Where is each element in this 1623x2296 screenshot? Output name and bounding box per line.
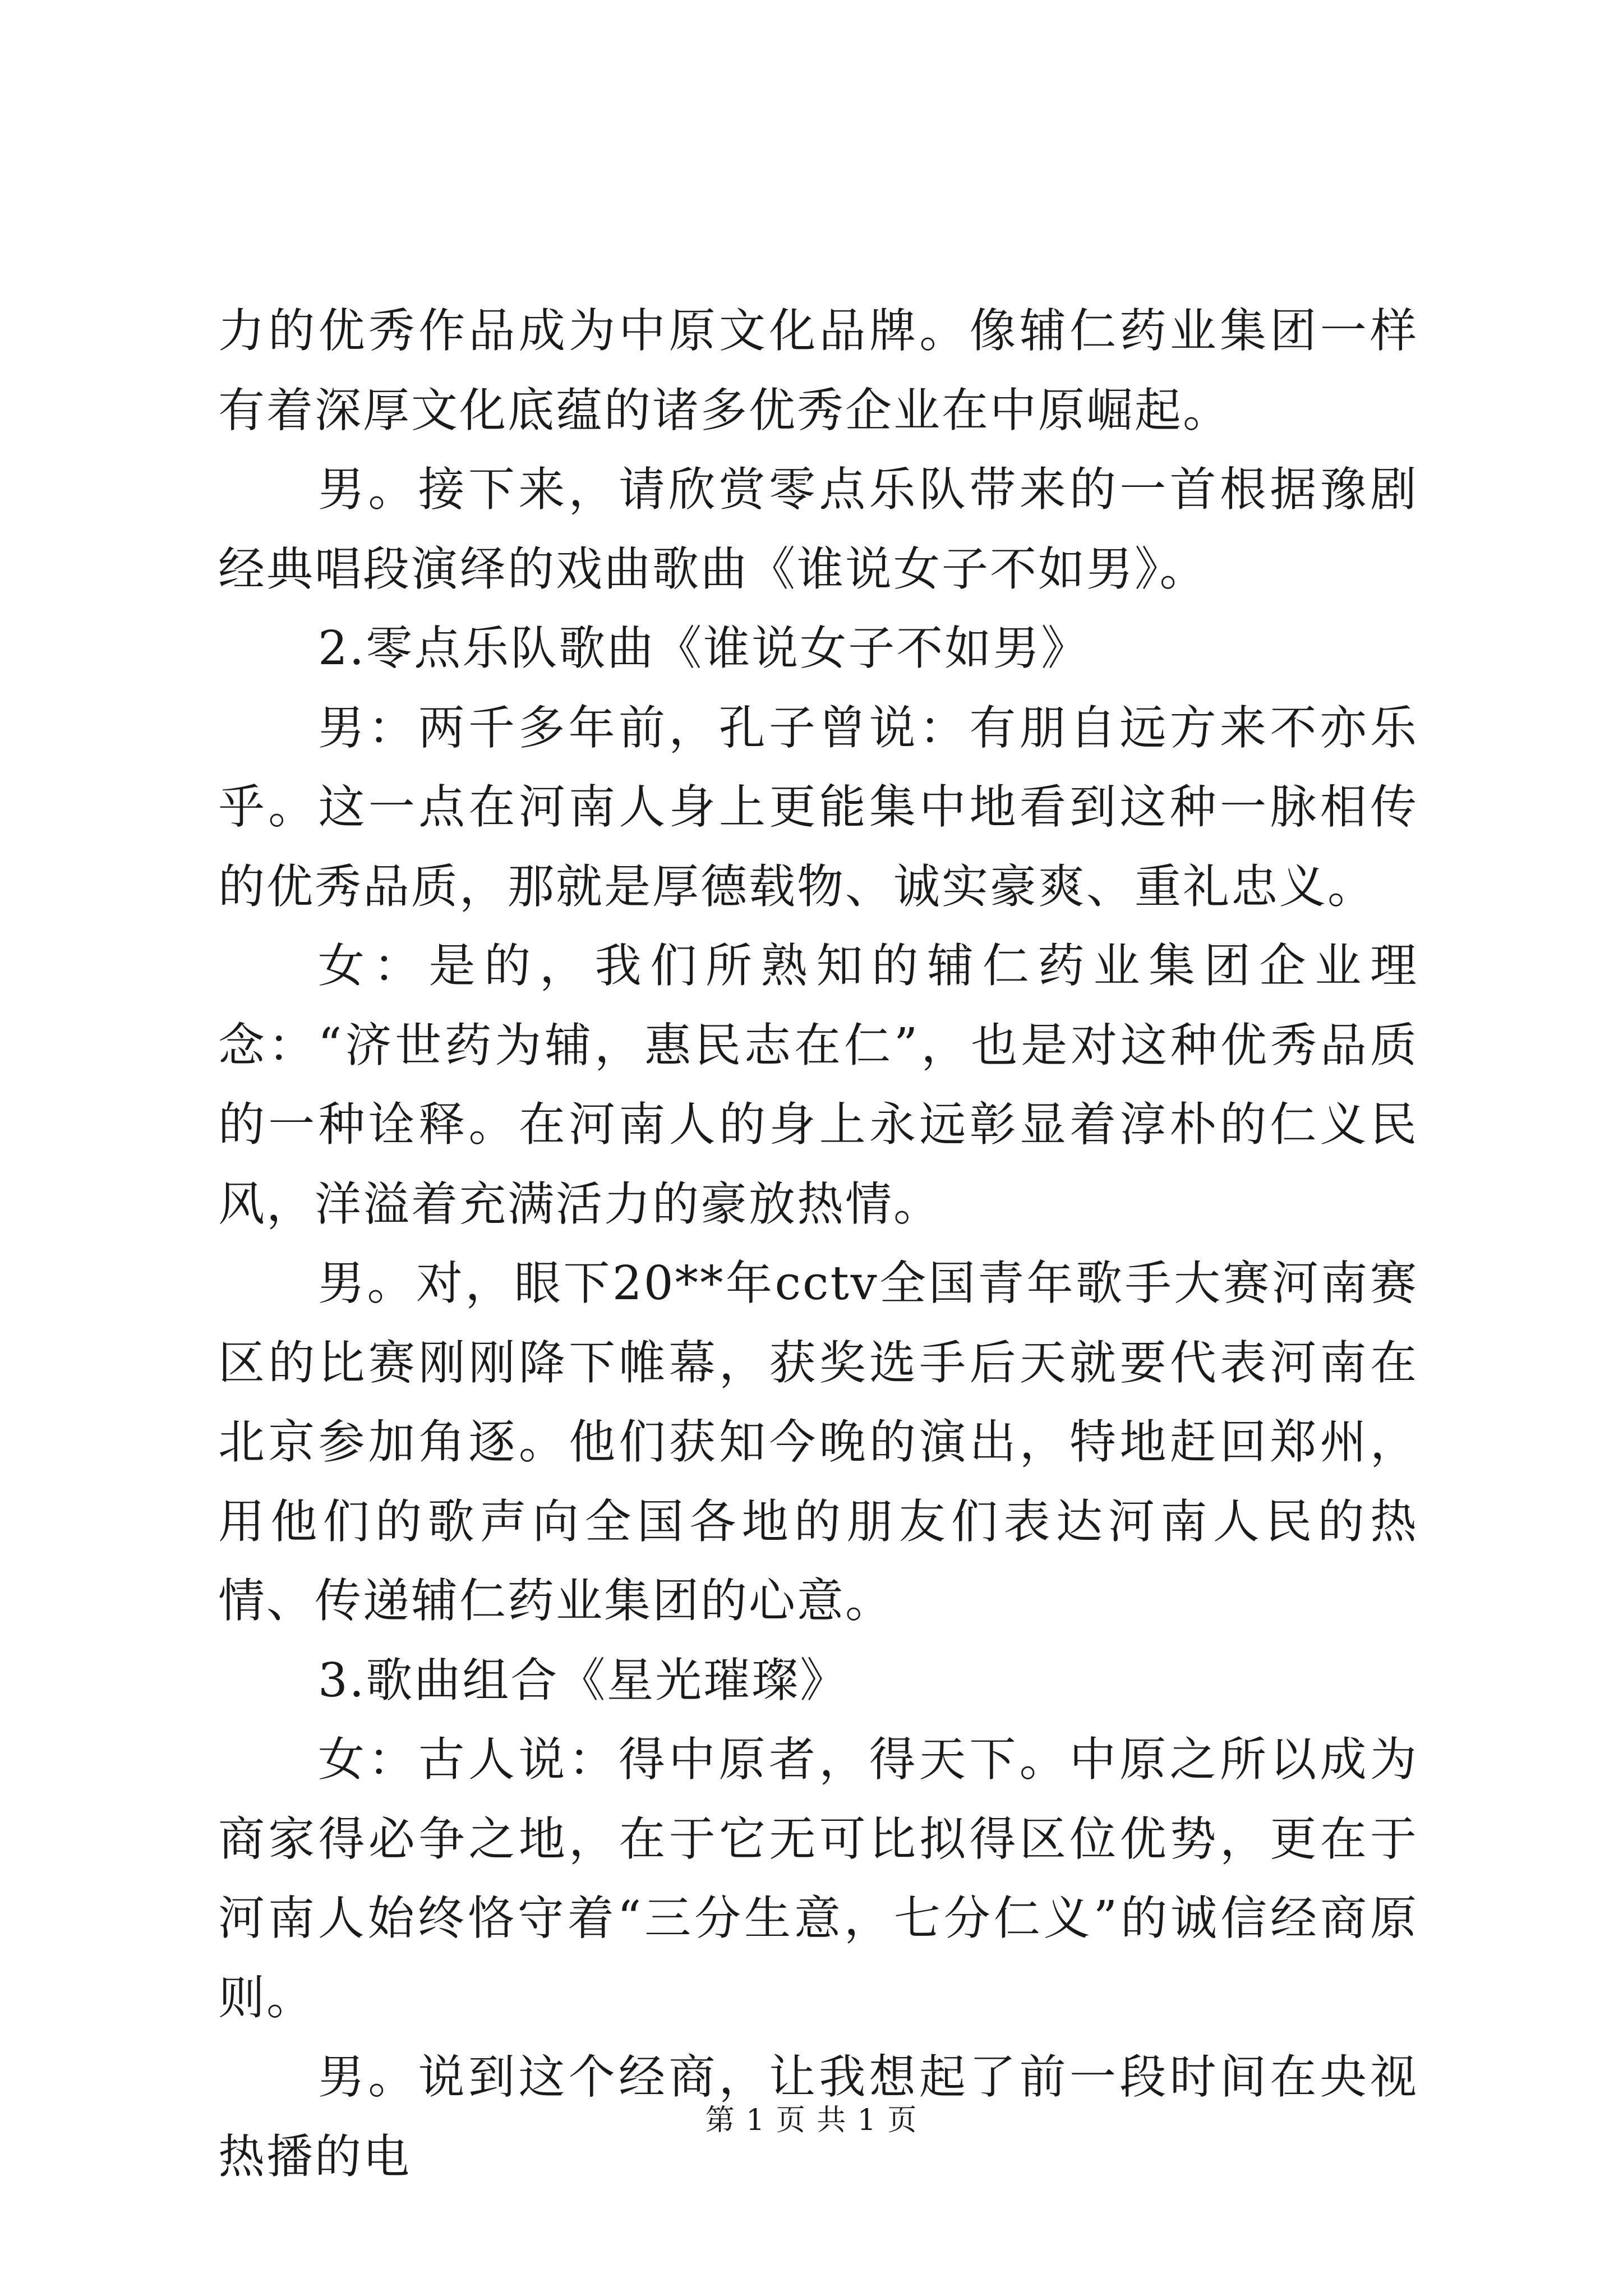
document-body bbox=[218, 291, 1418, 2196]
paragraph-1: 力的优秀作品成为中原文化品牌。像辅仁药业集团一样有着深厚文化底蕴的诸多优秀企业在中原崛起。 bbox=[218, 303, 1418, 438]
paragraph-2: 男。接下来，请欣赏零点乐队带来的一首根据豫剧经典唱段演绎的戏曲歌曲《谁说女子不如男》。 bbox=[218, 462, 1418, 596]
paragraph-5: 女：是的，我们所熟知的辅仁药业集团企业理念：“济世药为辅，惠民志在仁”，也是对这种优秀品质的一种诠释。在河南人的身上永远彰显着淳朴的仁义民风，洋溢着充满活力的豪放热情。 bbox=[218, 938, 1418, 1231]
paragraph-8: 女：古人说：得中原者，得天下。中原之所以成为商家得必争之地，在于它无可比拟得区位优势，更在于河南人始终恪守着“三分生意，七分仁义”的诚信经商原则。 bbox=[218, 1732, 1418, 2025]
paragraph-4: 男：两千多年前，孔子曾说：有朋自远方来不亦乐乎。这一点在河南人身上更能集中地看到这种一脉相传的优秀品质，那就是厚德载物、诚实豪爽、重礼忠义。 bbox=[218, 700, 1418, 914]
paragraph-9: 男。说到这个经商，让我想起了前一段时间在央视热播的电 bbox=[218, 2050, 1418, 2184]
paragraph-7-heading: 3.歌曲组合《星光璀璨》 bbox=[318, 1653, 849, 1708]
page-number-label: 第 1 页 共 1 页 bbox=[705, 2104, 918, 2137]
page-footer bbox=[0, 2101, 1623, 2140]
paragraph-3-heading: 2.零点乐队歌曲《谁说女子不如男》 bbox=[318, 621, 1090, 675]
paragraph-6: 男。对，眼下20**年cctv全国青年歌手大赛河南赛区的比赛刚刚降下帷幕，获奖选手后天就要代表河南在北京参加角逐。他们获知今晚的演出，特地赶回郑州，用他们的歌声向全国各地的朋友们表达河南人民的热情、传递辅仁药业集团的心意。 bbox=[218, 1256, 1418, 1628]
